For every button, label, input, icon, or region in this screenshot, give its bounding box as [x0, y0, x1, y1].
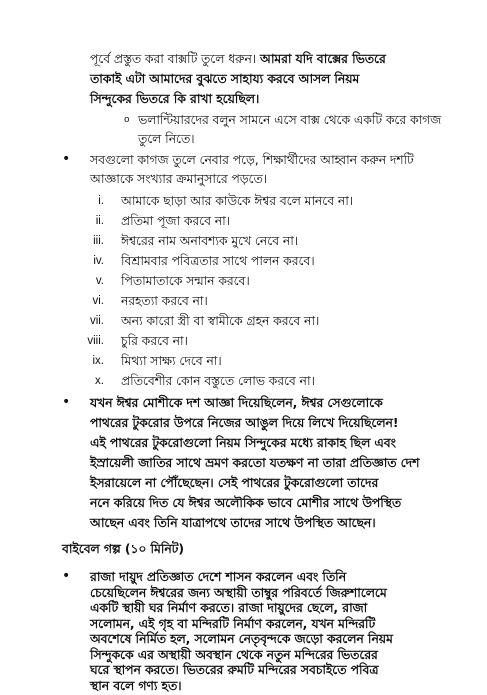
list-item-text: প্রতিবেশীর কোন বস্তুতে লোভ করবে না। [121, 373, 315, 388]
list-item-text: নরহত্যা করবে না। [121, 293, 208, 308]
list-item-text: অন্য কারো স্ত্রী বা স্বামীকে গ্রহন করবে না। [121, 313, 320, 328]
section-heading: বাইবেল গল্প (১০ মিনিট) [62, 541, 184, 556]
paragraph-intro-line-2: তাকাই এটা আমাদের বুঝতে সাহায্য করবে আসল নিয়ম [90, 71, 360, 86]
bullet-4-line-2: চেয়েছিলেন ঈশ্বরের জন্য অস্থায়ী তাম্বুর পরিবর্তে জিরুশালেমে [90, 584, 387, 600]
bullet-marker: • [62, 151, 71, 167]
list-item-number: viii. [87, 335, 104, 347]
bullet-3-line-7: আছেন এবং তিনি যাত্রাপথে তাদের সাথে উপস্থিত আছেন। [90, 515, 376, 530]
sub-bullet-line-2: তুলে নিতে। [138, 131, 195, 146]
bullet-4-line-7: ঘরে স্থাপন করতে। ভিতরের রুমটি মন্দিরের সবচাইতে পবিত্র [90, 662, 379, 677]
bullet-3-line-6: ননে করিয়ে দিত যে ঈশ্বর অলৌকিক ভাবে মোশীর সাথে উপস্থিত [90, 495, 402, 510]
paragraph-intro-line-1 [90, 50, 386, 68]
bullet-2-line-1: সবগুলো কাগজ তুলে নেবার পড়ে, শিক্ষার্থীদের আহ্বান করুন দশটি [90, 152, 414, 167]
list-item-number: ii. [95, 215, 104, 227]
sub-bullet-line-1: ভলান্টিয়ারদের বলুন সামনে এসে বাক্স থেকে একটি করে কাগজ [138, 112, 442, 127]
list-item-number: ix. [92, 355, 104, 367]
bullet-4-line-5: অবশেষে নির্মিত হল, সলোমন নেতৃবৃন্দকে জড়ো করলেন নিয়ম [90, 631, 393, 646]
list-item-text: মিথ্যা সাক্ষ্য দেবে না। [121, 353, 222, 368]
sub-bullet-marker: o [124, 115, 130, 125]
intro-text-bold: আমরা যদি বাক্সের ভিতরে [259, 51, 386, 66]
bullet-3-line-1: যখন ঈশ্বর মোশীকে দশ আজ্ঞা দিয়েছিলেন, ঈশ্বর সেগুলোকে [90, 395, 383, 410]
bullet-3-line-2: পাথরের টুকরোর উপরে নিজের আঙুল দিয়ে লিখে দিয়েছিলেন! [90, 415, 399, 430]
bullet-4-line-1: রাজা দায়ুদ প্রতিজ্ঞাত দেশে শাসন করলেন এবং তিনি [90, 569, 347, 584]
bullet-4-line-6: সিন্দুককে এর অস্থায়ী অবস্থান থেকে নতুন মন্দিরের ভিতরের [90, 646, 378, 662]
list-item-number: iii. [93, 235, 104, 247]
list-item-number: vi. [92, 295, 104, 307]
intro-text-regular: পূর্বে প্রস্তুত করা বাক্সটি তুলে ধরুন। [90, 51, 257, 66]
bullet-3-line-3: এই পাথরের টুকরোগুলো নিয়ম সিন্দুকের মধ্যে রাকাহ ছিল এবং [90, 435, 396, 450]
list-item-text: চুরি করবে না। [121, 333, 188, 348]
list-item-number: iv. [93, 255, 104, 267]
list-item-number: i. [98, 195, 104, 207]
bullet-3-line-4: ইস্রায়েলী জাতির সাথে ভ্রমণ করতো যতক্ষণ না তারা প্রতিজ্ঞাত দেশ [90, 455, 420, 470]
list-item-number: v. [95, 275, 104, 287]
list-item-number: x. [95, 375, 104, 387]
bullet-4-line-4: সলোমন, এই গৃহ বা মন্দিরটি নির্মাণ করলেন, যখন মন্দিরটি [90, 615, 376, 631]
list-item-text: প্রতিমা পূজা করবে না। [121, 213, 230, 228]
bullet-4-line-8: স্থান বলে গণ্য হত। [90, 677, 182, 693]
bullet-3-line-5: ইসরায়েলে না পৌঁছেছেন। সেই পাথরের টুকরোগুলো তাদের [90, 475, 379, 490]
bullet-4-line-3: একটি স্থায়ী ঘর নির্মাণ করতে। রাজা দায়ুদের ছেলে, রাজা [90, 600, 368, 615]
paragraph-intro-line-3: সিন্দুকের ভিতরে কি রাখা হয়েছিল। [90, 91, 260, 106]
bullet-marker: • [62, 568, 71, 584]
list-item-text: বিশ্রামবার পবিত্রতার সাথে পালন করবে। [121, 253, 315, 268]
list-item-text: পিতামাতাকে সন্মান করবে। [121, 273, 250, 288]
bullet-marker: • [62, 394, 71, 410]
list-item-text: আমাকে ছাড়া আর কাউকে ঈশ্বর বলে মানবে না। [121, 193, 354, 208]
list-item-number: vii. [89, 315, 104, 327]
bullet-2-line-2: আজ্ঞাকে সংখ্যার ক্রমানুসারে পড়তে। [90, 171, 267, 186]
list-item-text: ঈশ্বরের নাম অনাবশ্যক মুখে নেবে না। [121, 233, 299, 248]
